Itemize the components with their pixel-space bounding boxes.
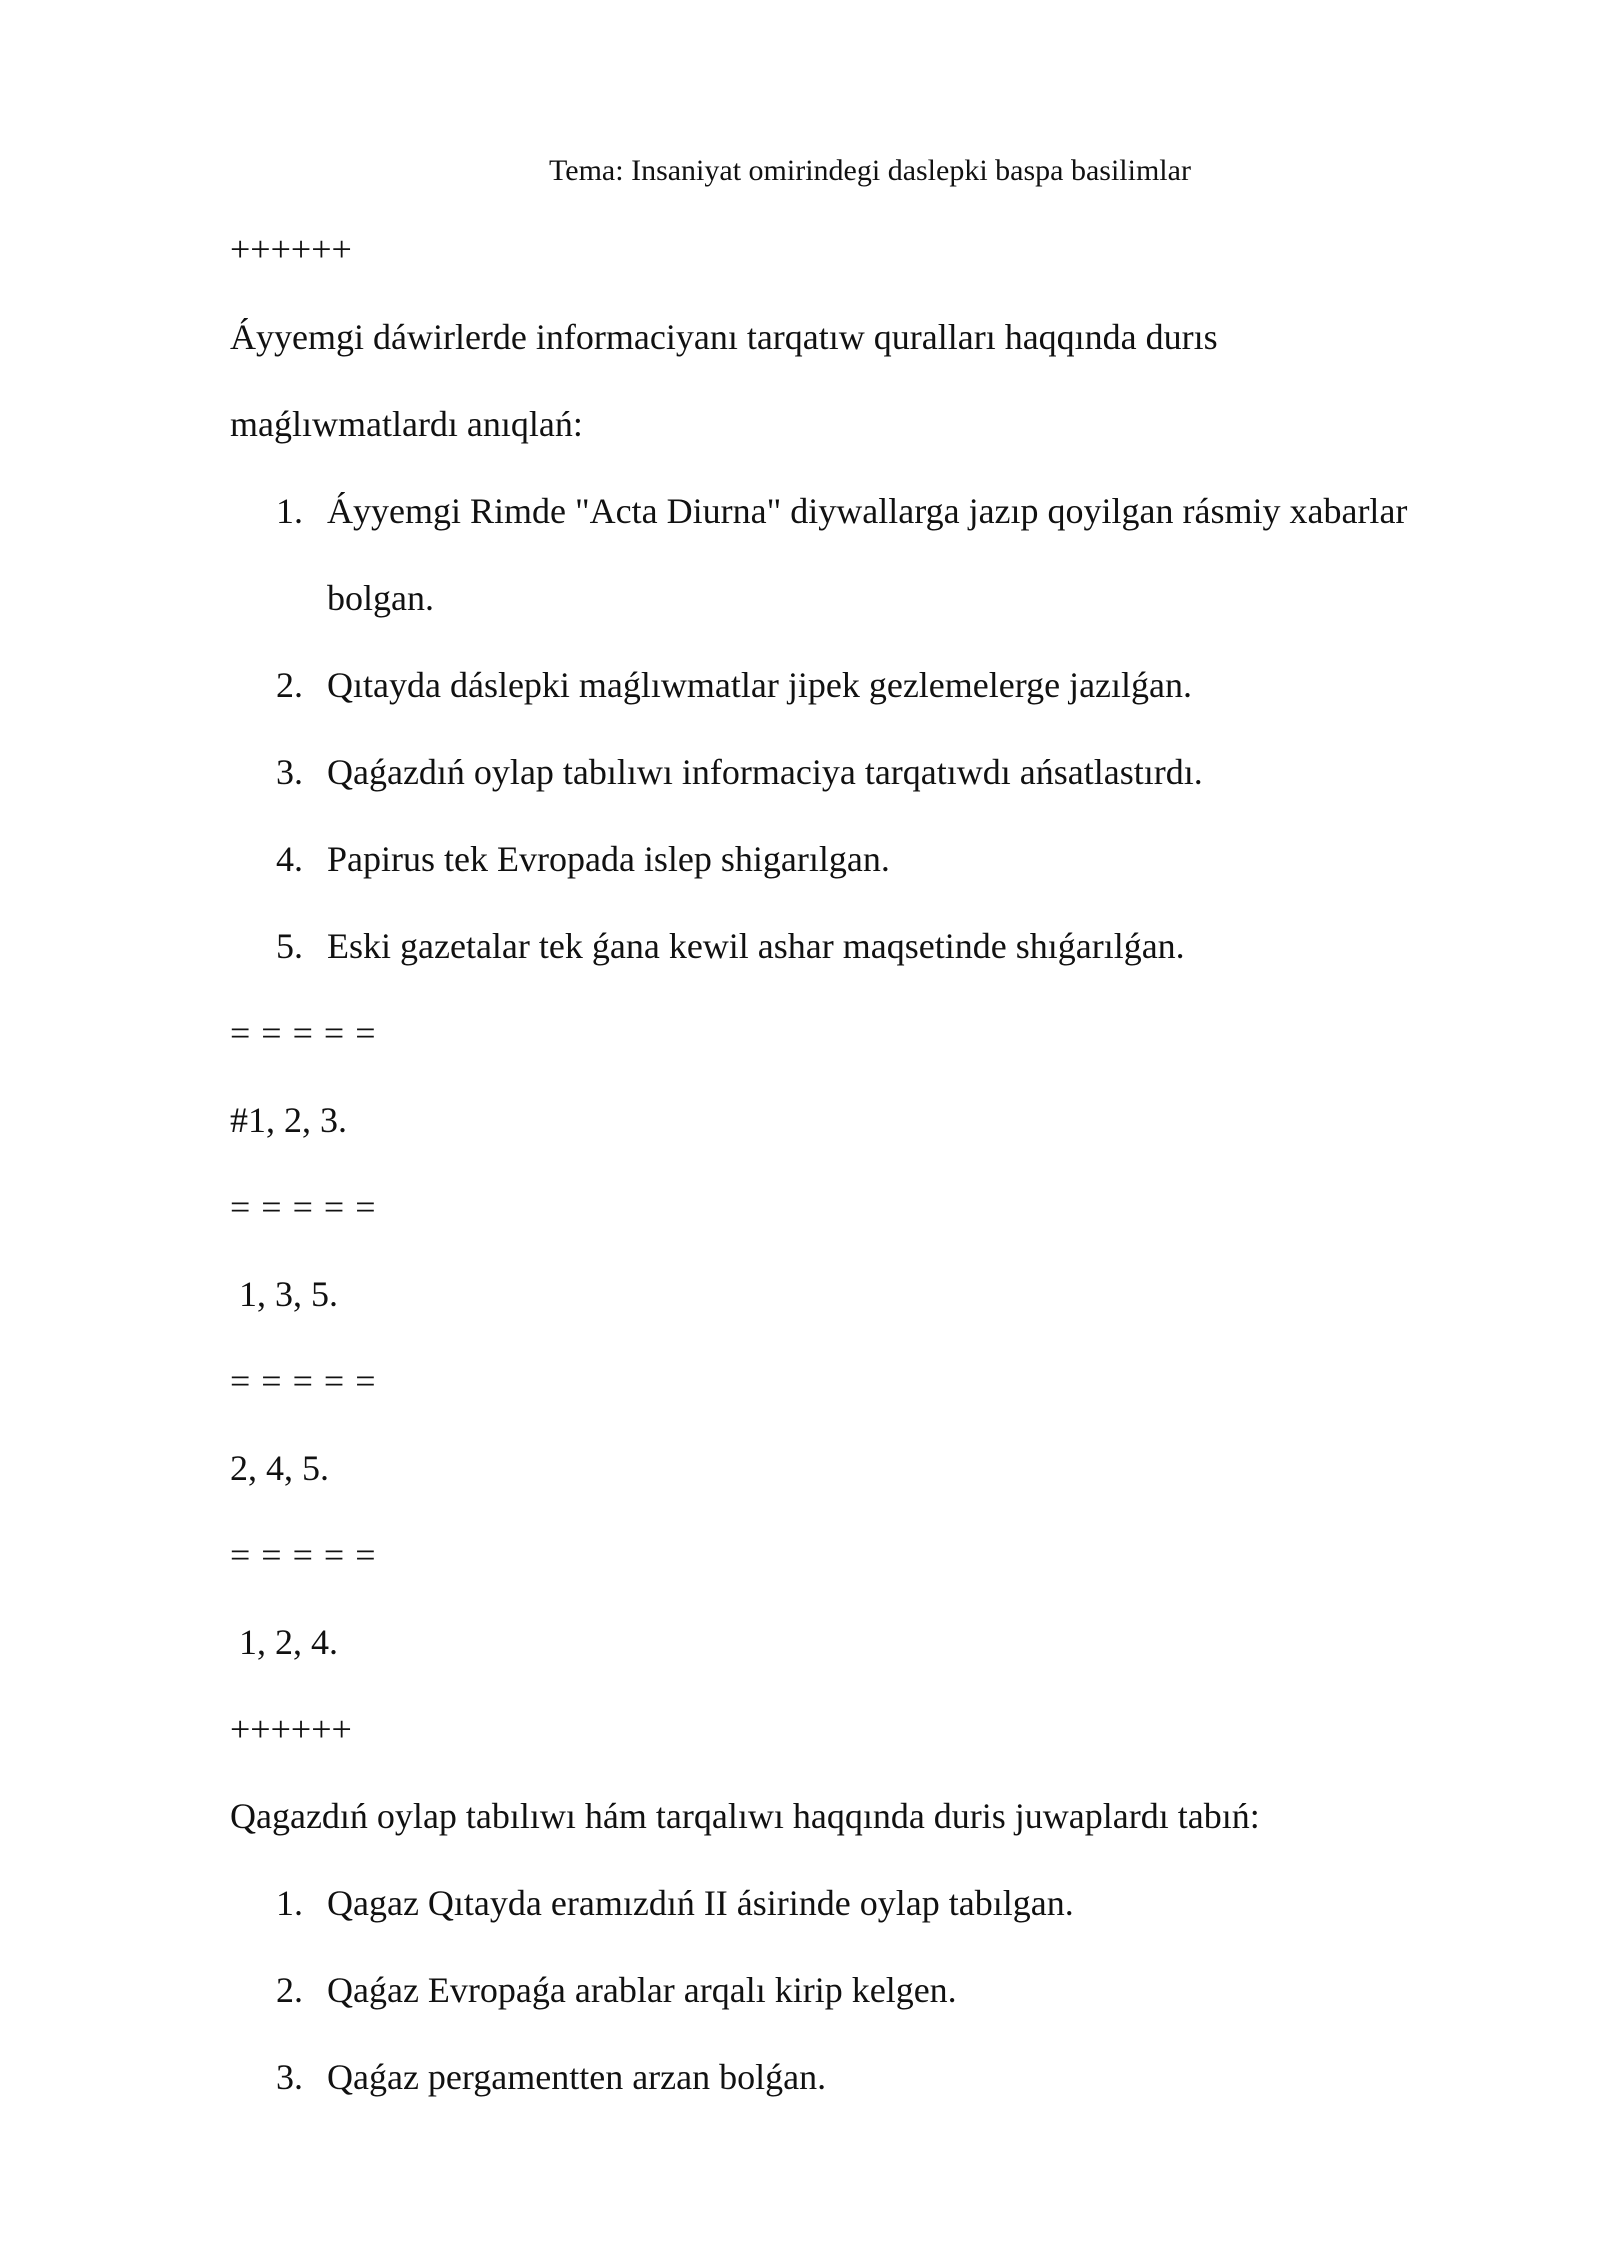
list-item-text: Qaǵaz pergamentten arzan bolǵan. <box>327 2057 827 2097</box>
answer-separator: = = = = = <box>230 1535 377 1575</box>
list-item-number: 3. <box>276 2057 303 2097</box>
list-item-text: Qaǵaz Evropaǵa arablar arqalı kirip kelgen. <box>327 1970 957 2010</box>
question-prompt: Áyyemgi dáwirlerde informaciyanı tarqatıw quralları haqqında durıs <box>230 317 1218 357</box>
list-item-text: Papirus tek Evropada islep shigarılgan. <box>327 839 890 879</box>
list-item-number: 1. <box>276 491 303 531</box>
list-item-text: Qaǵazdıń oylap tabılıwı informaciya tarqatıwdı ańsatlastırdı. <box>327 752 1203 792</box>
list-item-text: Qagaz Qıtayda eramızdıń II ásirinde oylap tabılgan. <box>327 1883 1074 1923</box>
list-item-text-continued: bolgan. <box>327 578 434 618</box>
list-item-number: 2. <box>276 1970 303 2010</box>
list-item-text: Eski gazetalar tek ǵana kewil ashar maqsetinde shıǵarılǵan. <box>327 926 1185 966</box>
answer-option: 2, 4, 5. <box>230 1448 329 1488</box>
question-prompt-continued: maǵlıwmatlardı anıqlań: <box>230 404 583 444</box>
list-item-number: 1. <box>276 1883 303 1923</box>
answer-option: 1, 2, 4. <box>230 1622 338 1662</box>
document-title: Tema: Insaniyat omirindegi daslepki baspa basilimlar <box>549 154 1191 187</box>
answer-separator: = = = = = <box>230 1187 377 1227</box>
list-item-number: 4. <box>276 839 303 879</box>
answer-separator: = = = = = <box>230 1361 377 1401</box>
list-item-text: Qıtayda dáslepki maǵlıwmatlar jipek gezlemelerge jazılǵan. <box>327 665 1193 705</box>
list-item-number: 2. <box>276 665 303 705</box>
list-item-number: 3. <box>276 752 303 792</box>
question-prompt: Qagazdıń oylap tabılıwı hám tarqalıwı haqqında duris juwaplardı tabıń: <box>230 1796 1260 1836</box>
answer-option: 1, 3, 5. <box>230 1274 338 1314</box>
question-marker: ++++++ <box>230 1709 352 1749</box>
list-item-number: 5. <box>276 926 303 966</box>
list-item-text: Áyyemgi Rimde "Acta Diurna" diywallarga jazıp qoyilgan rásmiy xabarlar <box>327 491 1408 531</box>
answer-option-correct: #1, 2, 3. <box>230 1100 347 1140</box>
answer-separator: = = = = = <box>230 1013 377 1053</box>
question-marker: ++++++ <box>230 229 352 269</box>
